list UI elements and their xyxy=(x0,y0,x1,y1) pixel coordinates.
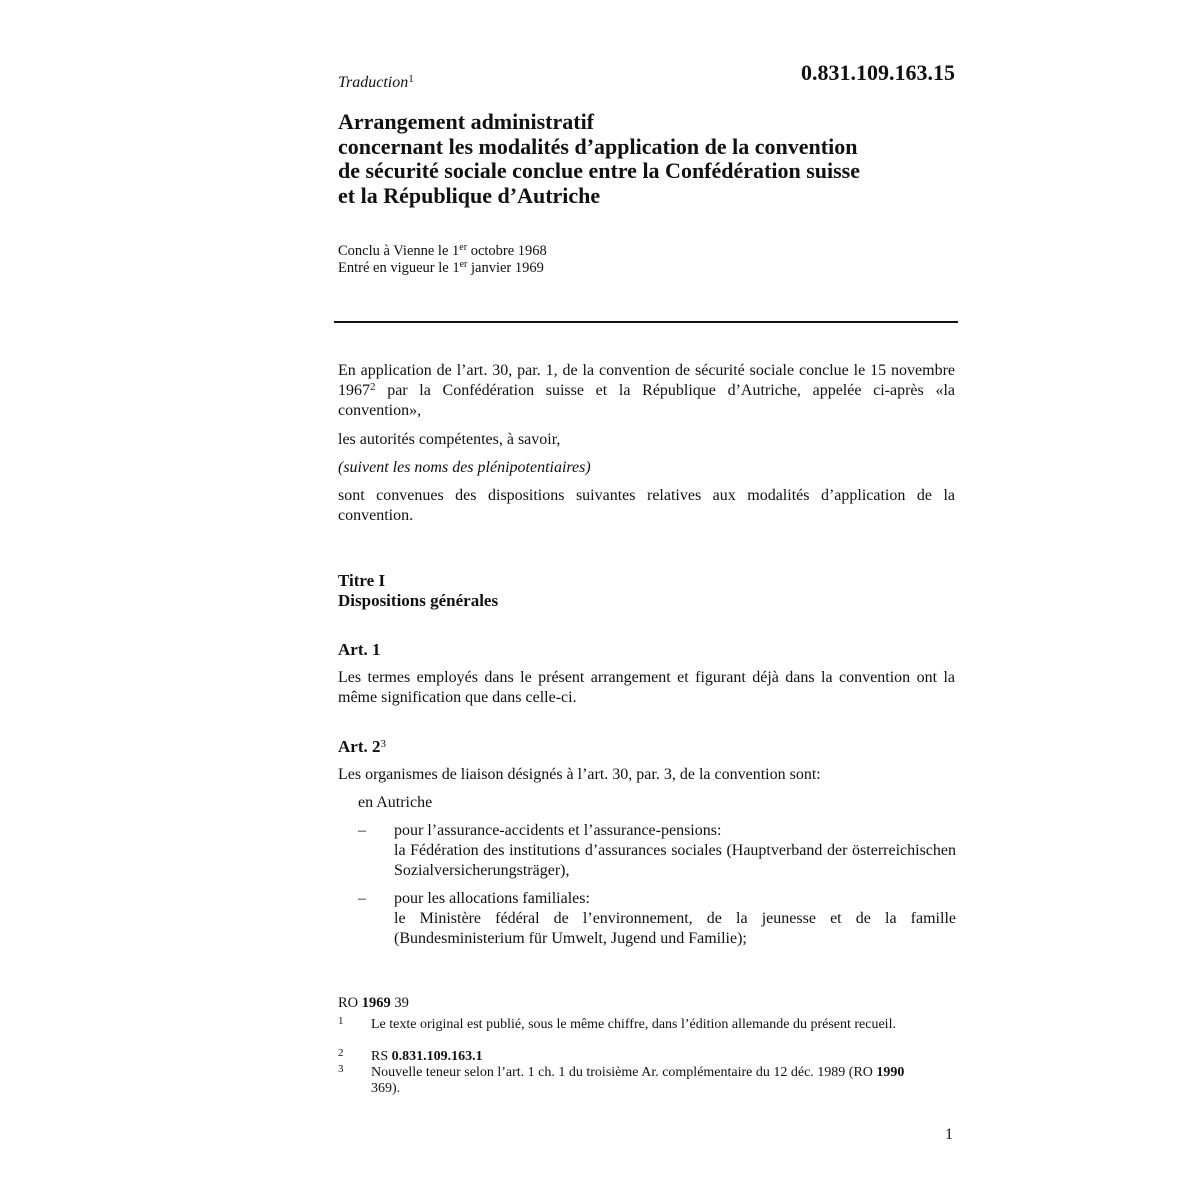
translation-label: Traduction$^1$ xyxy=(338,73,414,91)
title-line: de sécurité sociale conclue entre la Confédération suisse xyxy=(338,158,861,183)
list-item-body: la Fédération des institutions d’assurances sociales (Hauptverband der österreichischen Sozialversicherungsträger), xyxy=(394,842,956,879)
preamble-intro: En application de l’art. 30, par. 1, de la convention de sécurité sociale conclue le 15 novembre 1967$^2$ par la Confédération suisse et la République d’Autriche, appelée ci-après «la convention», xyxy=(338,362,955,419)
title-line: Arrangement administratif xyxy=(338,109,595,134)
article-2-heading: Art. $2^3$ xyxy=(338,737,386,756)
article-2-intro: Les organismes de liaison désignés à l’art. 30, par. 3, de la convention sont: xyxy=(338,766,821,783)
footnote-text: Le texte original est publié, sous le même chiffre, dans l’édition allemande du présent recueil. xyxy=(371,1017,896,1032)
footnote-ref-3[interactable]: 3 xyxy=(380,738,386,750)
article-2-country: en Autriche xyxy=(358,794,433,811)
footnote-number: 2 xyxy=(338,1047,344,1059)
titre-name: Dispositions générales xyxy=(338,591,499,610)
footnote-number: 3 xyxy=(338,1063,344,1075)
title-line: concernant les modalités d’application de la convention xyxy=(338,133,858,159)
dash-bullet: – xyxy=(358,822,366,839)
preamble-authorities: les autorités compétentes, à savoir, xyxy=(338,431,561,448)
article-1-text: Les termes employés dans le présent arrangement et figurant déjà dans la convention ont la même signification que dans celle-ci. xyxy=(338,669,955,706)
page-number: 1 xyxy=(945,1126,953,1143)
footnote-text: Nouvelle teneur selon l’art. 1 ch. 1 du troisième Ar. complémentaire du 12 déc. 1989 (RO 1990 369). xyxy=(371,1065,905,1096)
footnote-ref-1[interactable]: 1 xyxy=(408,73,414,85)
list-item-body: le Ministère fédéral de l’environnement, de la jeunesse et de la famille (Bundesministerium für Umwelt, Jugend und Familie); xyxy=(394,910,956,947)
footnote-number: 1 xyxy=(338,1015,344,1027)
dash-bullet: – xyxy=(358,890,366,907)
dates-block xyxy=(338,243,547,277)
concluded-date: Conclu à Vienne le 1er octobre 1968 xyxy=(338,242,547,259)
section-heading xyxy=(338,571,498,611)
list-item-label: pour les allocations familiales: xyxy=(394,890,590,907)
document-title xyxy=(338,110,958,208)
document-page xyxy=(338,0,958,1200)
title-line: et la République d’Autriche xyxy=(338,182,601,208)
preamble-agreed: sont convenues des dispositions suivantes relatives aux modalités d’application de la convention. xyxy=(338,487,955,524)
article-1-heading: Art. 1 xyxy=(338,640,381,659)
ro-reference: RO 1969 39 xyxy=(338,995,409,1011)
preamble-plenipotentiaries: (suivent les noms des plénipotentiaires) xyxy=(338,459,591,476)
header-divider xyxy=(334,321,958,323)
titre-number: Titre I xyxy=(338,571,386,590)
footnote-ref-2[interactable]: 2 xyxy=(370,381,376,393)
in-force-date: Entré en vigueur le 1er janvier 1969 xyxy=(338,259,544,276)
rs-number: 0.831.109.163.15 xyxy=(801,60,955,85)
list-item-label: pour l’assurance-accidents et l’assurance-pensions: xyxy=(394,822,722,839)
footnote-text: RS 0.831.109.163.1 xyxy=(371,1049,483,1064)
